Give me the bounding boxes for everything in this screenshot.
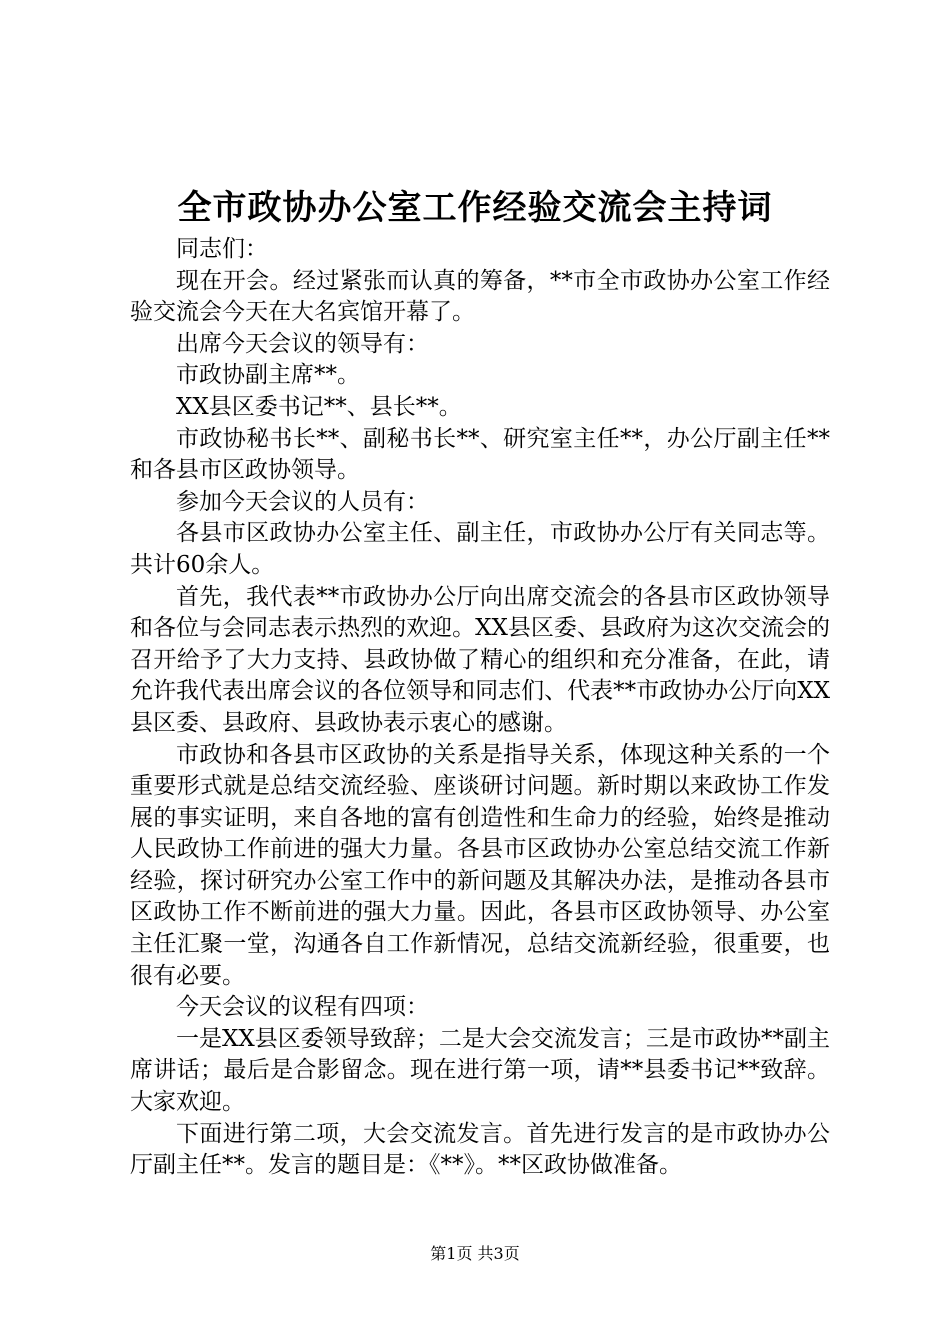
paragraph: 出席今天会议的领导有： [176,330,429,357]
page-number-footer: 第1页 共3页 [430,1244,520,1263]
paragraph: 下面进行第二项，大会交流发言。首先进行发言的是市政协办公厅副主任**。发言的题目是：《**》。**区政协做准备。 [130,1120,830,1179]
paragraph: 市政协副主席**。 [176,362,360,389]
paragraph: 同志们： [176,236,268,262]
document-title: 全市政协办公室工作经验交流会主持词 [177,188,773,228]
paragraph: 首先，我代表**市政协办公厅向出席交流会的各县市区政协领导和各位与会同志表示热烈的欢迎。XX县区委、县政府为这次交流会的召开给予了大力支持、县政协做了精心的组织和充分准备，在此，请允许我代表出席会议的各位领导和同志们、代表**市政协办公厅向XX县区委、县政府、县政协表示衷心的感谢。 [130,583,830,736]
paragraph: 一是XX县区委领导致辞；二是大会交流发言；三是市政协**副主席讲话；最后是合影留念。现在进行第一项，请**县委书记**致辞。大家欢迎。 [130,1025,831,1116]
paragraph: 市政协和各县市区政协的关系是指导关系，体现这种关系的一个重要形式就是总结交流经验、座谈研讨问题。新时期以来政协工作发展的事实证明，来自各地的富有创造性和生命力的经验，始终是推动人民政协工作前进的强大力量。各县市区政协办公室总结交流工作新经验，探讨研究办公室工作中的新问题及其解决办法，是推动各县市区政协工作不断前进的强大力量。因此，各县市区政协领导、办公室主任汇聚一堂，沟通各自工作新情况，总结交流新经验，很重要，也很有必要。 [130,741,830,989]
paragraph: 今天会议的议程有四项： [176,994,429,1021]
paragraph: 各县市区政协办公室主任、副主任，市政协办公厅有关同志等。共计60余人。 [130,520,830,578]
paragraph: 参加今天会议的人员有： [176,488,429,515]
paragraph: XX县区委书记**、县长**。 [176,393,462,420]
paragraph: 市政协秘书长**、副秘书长**、研究室主任**，办公厅副主任**和各县市区政协领导。 [130,425,830,484]
document-body [130,234,830,1182]
paragraph: 现在开会。经过紧张而认真的筹备，**市全市政协办公室工作经验交流会今天在大名宾馆开幕了。 [130,267,830,326]
